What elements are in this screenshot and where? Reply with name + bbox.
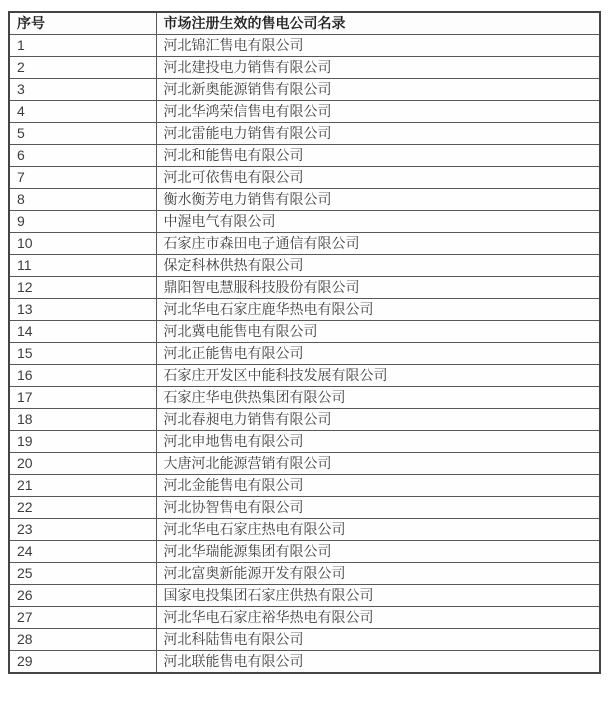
table-row [9, 167, 600, 189]
company-name: 大唐河北能源营销有限公司 [156, 453, 600, 475]
table-row [9, 211, 600, 233]
company-name: 鼎阳智电慧服科技股份有限公司 [156, 277, 600, 299]
table-row [9, 629, 600, 651]
table-row [9, 651, 600, 674]
table-row [9, 145, 600, 167]
company-name: 河北建投电力销售有限公司 [156, 57, 600, 79]
row-index: 13 [9, 299, 156, 321]
company-name: 河北科陆售电有限公司 [156, 629, 600, 651]
company-name: 石家庄开发区中能科技发展有限公司 [156, 365, 600, 387]
company-name: 保定科林供热有限公司 [156, 255, 600, 277]
table-row [9, 123, 600, 145]
row-index: 11 [9, 255, 156, 277]
row-index: 5 [9, 123, 156, 145]
row-index: 9 [9, 211, 156, 233]
table-row [9, 57, 600, 79]
company-name: 河北联能售电有限公司 [156, 651, 600, 674]
row-index: 25 [9, 563, 156, 585]
table-row [9, 497, 600, 519]
table-row [9, 431, 600, 453]
table-row [9, 101, 600, 123]
company-name: 衡水衡芳电力销售有限公司 [156, 189, 600, 211]
row-index: 15 [9, 343, 156, 365]
company-name: 河北新奥能源销售有限公司 [156, 79, 600, 101]
company-name: 河北协智售电有限公司 [156, 497, 600, 519]
table-body [9, 35, 600, 674]
row-index: 28 [9, 629, 156, 651]
table-row [9, 277, 600, 299]
company-name: 河北华电石家庄鹿华热电有限公司 [156, 299, 600, 321]
row-index: 24 [9, 541, 156, 563]
col-header-index: 序号 [9, 12, 156, 35]
table-row [9, 607, 600, 629]
company-name: 中渥电气有限公司 [156, 211, 600, 233]
company-name: 河北华瑞能源集团有限公司 [156, 541, 600, 563]
row-index: 20 [9, 453, 156, 475]
table-row [9, 233, 600, 255]
table-row [9, 299, 600, 321]
row-index: 3 [9, 79, 156, 101]
company-name: 河北华电石家庄裕华热电有限公司 [156, 607, 600, 629]
table-row [9, 321, 600, 343]
row-index: 2 [9, 57, 156, 79]
table-row [9, 453, 600, 475]
header-row [9, 12, 600, 35]
col-header-company-list: 市场注册生效的售电公司名录 [156, 12, 600, 35]
row-index: 10 [9, 233, 156, 255]
row-index: 12 [9, 277, 156, 299]
table-row [9, 475, 600, 497]
row-index: 16 [9, 365, 156, 387]
company-name: 河北申地售电有限公司 [156, 431, 600, 453]
company-name: 河北锦汇售电有限公司 [156, 35, 600, 57]
row-index: 7 [9, 167, 156, 189]
table-row [9, 409, 600, 431]
table-row [9, 255, 600, 277]
row-index: 21 [9, 475, 156, 497]
company-name: 河北华鸿荣信售电有限公司 [156, 101, 600, 123]
company-name: 河北金能售电有限公司 [156, 475, 600, 497]
table-row [9, 343, 600, 365]
row-index: 4 [9, 101, 156, 123]
row-index: 6 [9, 145, 156, 167]
registered-sellers-table [8, 11, 601, 674]
company-name: 石家庄华电供热集团有限公司 [156, 387, 600, 409]
company-name: 河北正能售电有限公司 [156, 343, 600, 365]
row-index: 18 [9, 409, 156, 431]
company-name: 河北雷能电力销售有限公司 [156, 123, 600, 145]
company-name: 河北可依售电有限公司 [156, 167, 600, 189]
company-name: 河北富奥新能源开发有限公司 [156, 563, 600, 585]
company-name: 河北和能售电有限公司 [156, 145, 600, 167]
company-name: 河北华电石家庄热电有限公司 [156, 519, 600, 541]
table-row [9, 79, 600, 101]
table-row [9, 365, 600, 387]
table-row [9, 387, 600, 409]
company-name: 河北春昶电力销售有限公司 [156, 409, 600, 431]
row-index: 22 [9, 497, 156, 519]
row-index: 17 [9, 387, 156, 409]
row-index: 14 [9, 321, 156, 343]
row-index: 26 [9, 585, 156, 607]
row-index: 27 [9, 607, 156, 629]
table-row [9, 519, 600, 541]
company-name: 石家庄市森田电子通信有限公司 [156, 233, 600, 255]
row-index: 19 [9, 431, 156, 453]
table-row [9, 35, 600, 57]
table-row [9, 585, 600, 607]
company-name: 河北冀电能售电有限公司 [156, 321, 600, 343]
row-index: 23 [9, 519, 156, 541]
row-index: 8 [9, 189, 156, 211]
row-index: 1 [9, 35, 156, 57]
table-row [9, 189, 600, 211]
company-name: 国家电投集团石家庄供热有限公司 [156, 585, 600, 607]
table-row [9, 541, 600, 563]
row-index: 29 [9, 651, 156, 674]
table-row [9, 563, 600, 585]
